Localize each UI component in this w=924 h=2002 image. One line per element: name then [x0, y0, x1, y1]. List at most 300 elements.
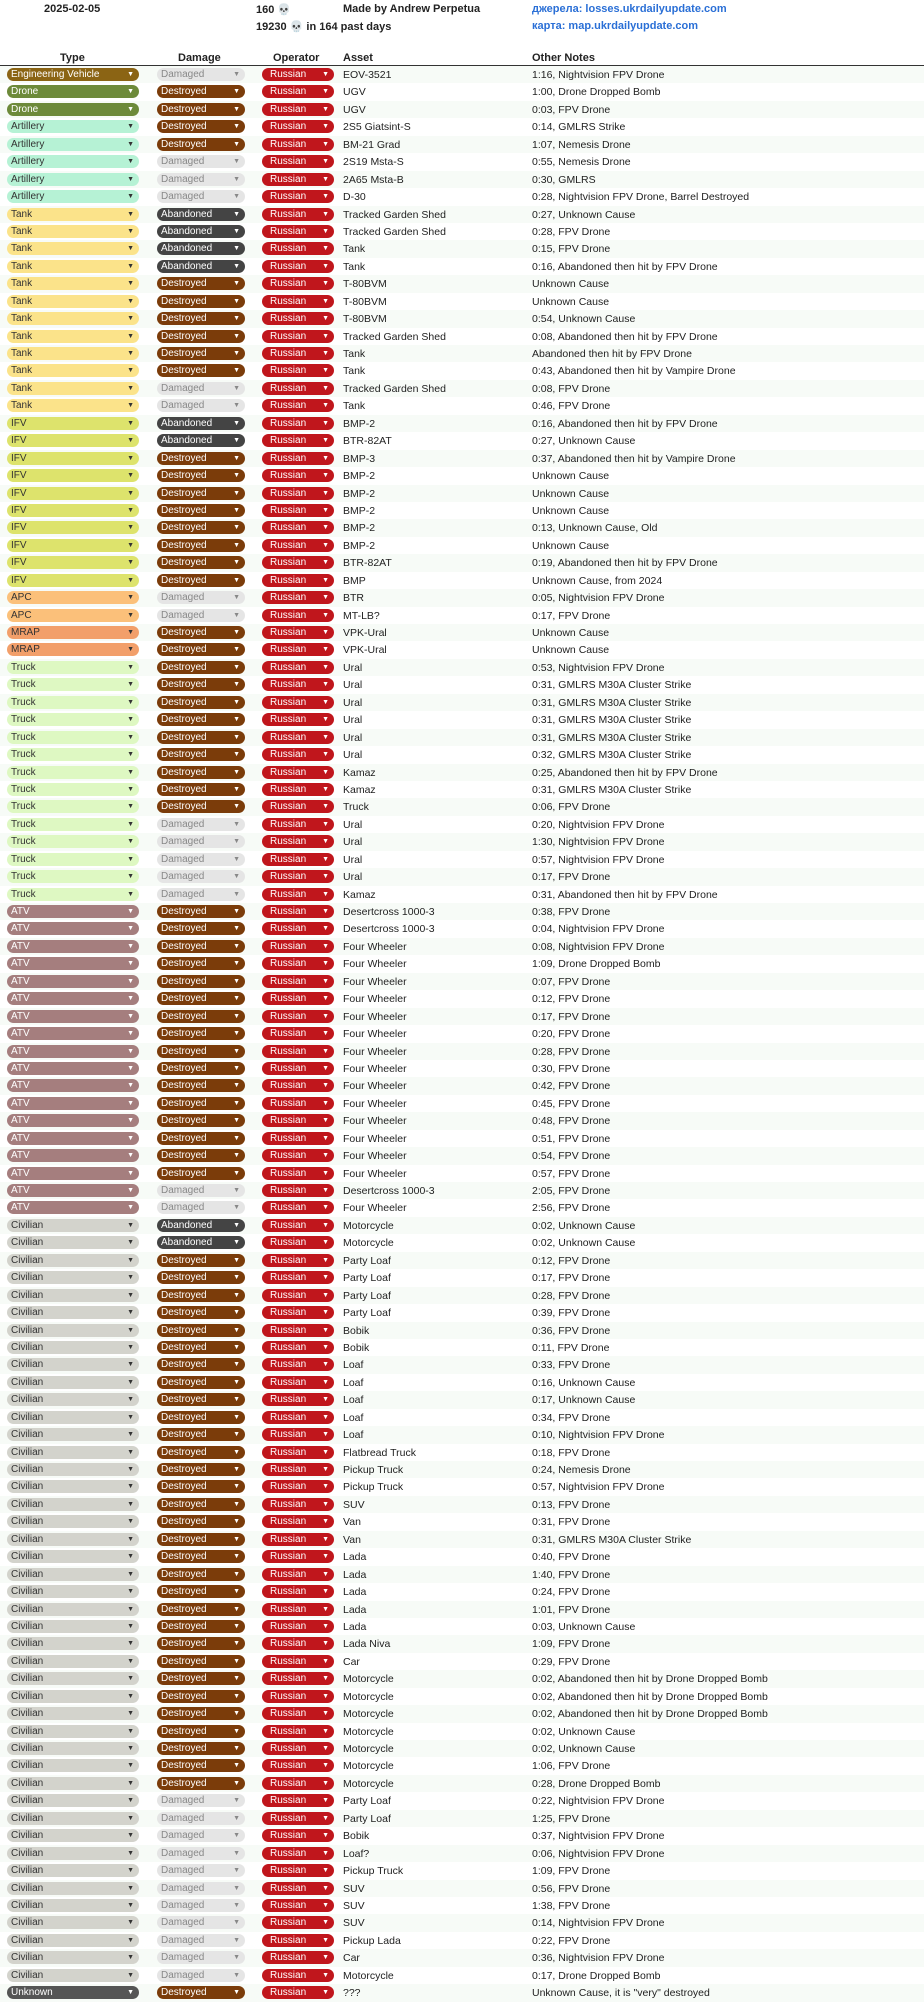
type-select[interactable]	[7, 1637, 139, 1650]
operator-select[interactable]	[262, 1271, 334, 1284]
damage-select[interactable]	[157, 1829, 245, 1842]
type-select[interactable]	[7, 487, 139, 500]
operator-select[interactable]	[262, 1254, 334, 1267]
damage-select[interactable]	[157, 922, 245, 935]
type-select[interactable]	[7, 1812, 139, 1825]
type-select[interactable]	[7, 260, 139, 273]
damage-select[interactable]	[157, 173, 245, 186]
operator-select[interactable]	[262, 1132, 334, 1145]
operator-select[interactable]	[262, 120, 334, 133]
type-select[interactable]	[7, 1847, 139, 1860]
type-select[interactable]	[7, 155, 139, 168]
type-select[interactable]	[7, 957, 139, 970]
operator-select[interactable]	[262, 1742, 334, 1755]
type-select[interactable]	[7, 1428, 139, 1441]
damage-select[interactable]	[157, 1759, 245, 1772]
damage-select[interactable]	[157, 225, 245, 238]
type-select[interactable]	[7, 1097, 139, 1110]
damage-select[interactable]	[157, 835, 245, 848]
operator-select[interactable]	[262, 818, 334, 831]
type-select[interactable]	[7, 539, 139, 552]
type-select[interactable]	[7, 1672, 139, 1685]
type-select[interactable]	[7, 1515, 139, 1528]
type-select[interactable]	[7, 1951, 139, 1964]
type-select[interactable]	[7, 1324, 139, 1337]
damage-select[interactable]	[157, 1568, 245, 1581]
type-select[interactable]	[7, 1219, 139, 1232]
damage-select[interactable]	[157, 120, 245, 133]
type-select[interactable]	[7, 643, 139, 656]
type-select[interactable]	[7, 208, 139, 221]
damage-select[interactable]	[157, 190, 245, 203]
type-select[interactable]	[7, 1882, 139, 1895]
type-select[interactable]	[7, 521, 139, 534]
type-select[interactable]	[7, 417, 139, 430]
damage-select[interactable]	[157, 399, 245, 412]
damage-select[interactable]	[157, 800, 245, 813]
damage-select[interactable]	[157, 85, 245, 98]
operator-select[interactable]	[262, 138, 334, 151]
operator-select[interactable]	[262, 1428, 334, 1441]
operator-select[interactable]	[262, 1690, 334, 1703]
operator-select[interactable]	[262, 992, 334, 1005]
type-select[interactable]	[7, 1254, 139, 1267]
damage-select[interactable]	[157, 260, 245, 273]
damage-select[interactable]	[157, 1969, 245, 1982]
damage-select[interactable]	[157, 1306, 245, 1319]
type-select[interactable]	[7, 1027, 139, 1040]
operator-select[interactable]	[262, 783, 334, 796]
damage-select[interactable]	[157, 1097, 245, 1110]
operator-select[interactable]	[262, 1725, 334, 1738]
type-select[interactable]	[7, 940, 139, 953]
damage-select[interactable]	[157, 1358, 245, 1371]
damage-select[interactable]	[157, 452, 245, 465]
operator-select[interactable]	[262, 1463, 334, 1476]
operator-select[interactable]	[262, 1934, 334, 1947]
type-select[interactable]	[7, 1969, 139, 1982]
damage-select[interactable]	[157, 1655, 245, 1668]
type-select[interactable]	[7, 818, 139, 831]
damage-select[interactable]	[157, 1916, 245, 1929]
damage-select[interactable]	[157, 1376, 245, 1389]
operator-select[interactable]	[262, 1864, 334, 1877]
damage-select[interactable]	[157, 1446, 245, 1459]
operator-select[interactable]	[262, 1550, 334, 1563]
damage-select[interactable]	[157, 1289, 245, 1302]
operator-select[interactable]	[262, 364, 334, 377]
operator-select[interactable]	[262, 1393, 334, 1406]
damage-select[interactable]	[157, 1428, 245, 1441]
damage-select[interactable]	[157, 1882, 245, 1895]
damage-select[interactable]	[157, 138, 245, 151]
operator-select[interactable]	[262, 1969, 334, 1982]
damage-select[interactable]	[157, 556, 245, 569]
damage-select[interactable]	[157, 1411, 245, 1424]
operator-select[interactable]	[262, 1585, 334, 1598]
operator-select[interactable]	[262, 800, 334, 813]
type-select[interactable]	[7, 835, 139, 848]
type-select[interactable]	[7, 469, 139, 482]
type-select[interactable]	[7, 1986, 139, 1999]
type-select[interactable]	[7, 1062, 139, 1075]
type-select[interactable]	[7, 1620, 139, 1633]
operator-select[interactable]	[262, 1201, 334, 1214]
type-select[interactable]	[7, 748, 139, 761]
operator-select[interactable]	[262, 766, 334, 779]
operator-select[interactable]	[262, 1167, 334, 1180]
operator-select[interactable]	[262, 626, 334, 639]
type-select[interactable]	[7, 1533, 139, 1546]
damage-select[interactable]	[157, 975, 245, 988]
operator-select[interactable]	[262, 1480, 334, 1493]
operator-select[interactable]	[262, 173, 334, 186]
damage-select[interactable]	[157, 1515, 245, 1528]
operator-select[interactable]	[262, 1951, 334, 1964]
type-select[interactable]	[7, 399, 139, 412]
type-select[interactable]	[7, 1411, 139, 1424]
damage-select[interactable]	[157, 1603, 245, 1616]
operator-select[interactable]	[262, 678, 334, 691]
damage-select[interactable]	[157, 1899, 245, 1912]
type-select[interactable]	[7, 1010, 139, 1023]
damage-select[interactable]	[157, 940, 245, 953]
damage-select[interactable]	[157, 1794, 245, 1807]
type-select[interactable]	[7, 1759, 139, 1772]
operator-select[interactable]	[262, 1620, 334, 1633]
operator-select[interactable]	[262, 295, 334, 308]
damage-select[interactable]	[157, 1393, 245, 1406]
damage-select[interactable]	[157, 1533, 245, 1546]
type-select[interactable]	[7, 1446, 139, 1459]
type-select[interactable]	[7, 1725, 139, 1738]
damage-select[interactable]	[157, 1690, 245, 1703]
type-select[interactable]	[7, 888, 139, 901]
type-select[interactable]	[7, 975, 139, 988]
operator-select[interactable]	[262, 748, 334, 761]
type-select[interactable]	[7, 138, 139, 151]
damage-select[interactable]	[157, 1637, 245, 1650]
damage-select[interactable]	[157, 783, 245, 796]
damage-select[interactable]	[157, 1114, 245, 1127]
type-select[interactable]	[7, 242, 139, 255]
damage-select[interactable]	[157, 574, 245, 587]
damage-select[interactable]	[157, 643, 245, 656]
operator-select[interactable]	[262, 1794, 334, 1807]
type-select[interactable]	[7, 504, 139, 517]
type-select[interactable]	[7, 1934, 139, 1947]
operator-select[interactable]	[262, 1341, 334, 1354]
operator-select[interactable]	[262, 330, 334, 343]
type-select[interactable]	[7, 85, 139, 98]
operator-select[interactable]	[262, 504, 334, 517]
operator-select[interactable]	[262, 1062, 334, 1075]
type-select[interactable]	[7, 1271, 139, 1284]
type-select[interactable]	[7, 574, 139, 587]
type-select[interactable]	[7, 556, 139, 569]
damage-select[interactable]	[157, 1585, 245, 1598]
damage-select[interactable]	[157, 1341, 245, 1354]
operator-select[interactable]	[262, 521, 334, 534]
operator-select[interactable]	[262, 1986, 334, 1999]
damage-select[interactable]	[157, 469, 245, 482]
damage-select[interactable]	[157, 626, 245, 639]
damage-select[interactable]	[157, 1847, 245, 1860]
operator-select[interactable]	[262, 242, 334, 255]
operator-select[interactable]	[262, 1045, 334, 1058]
operator-select[interactable]	[262, 1882, 334, 1895]
damage-select[interactable]	[157, 1463, 245, 1476]
damage-select[interactable]	[157, 1219, 245, 1232]
damage-select[interactable]	[157, 870, 245, 883]
operator-select[interactable]	[262, 155, 334, 168]
operator-select[interactable]	[262, 853, 334, 866]
type-select[interactable]	[7, 120, 139, 133]
damage-select[interactable]	[157, 1934, 245, 1947]
operator-select[interactable]	[262, 1411, 334, 1424]
damage-select[interactable]	[157, 888, 245, 901]
damage-select[interactable]	[157, 1149, 245, 1162]
operator-select[interactable]	[262, 1707, 334, 1720]
type-select[interactable]	[7, 870, 139, 883]
type-select[interactable]	[7, 347, 139, 360]
operator-select[interactable]	[262, 208, 334, 221]
operator-select[interactable]	[262, 190, 334, 203]
damage-select[interactable]	[157, 766, 245, 779]
operator-select[interactable]	[262, 469, 334, 482]
operator-select[interactable]	[262, 1672, 334, 1685]
damage-select[interactable]	[157, 1777, 245, 1790]
type-select[interactable]	[7, 1045, 139, 1058]
operator-select[interactable]	[262, 609, 334, 622]
type-select[interactable]	[7, 1114, 139, 1127]
type-select[interactable]	[7, 1550, 139, 1563]
operator-select[interactable]	[262, 1079, 334, 1092]
operator-select[interactable]	[262, 731, 334, 744]
operator-select[interactable]	[262, 1603, 334, 1616]
type-select[interactable]	[7, 364, 139, 377]
type-select[interactable]	[7, 922, 139, 935]
damage-select[interactable]	[157, 103, 245, 116]
damage-select[interactable]	[157, 521, 245, 534]
type-select[interactable]	[7, 1289, 139, 1302]
damage-select[interactable]	[157, 382, 245, 395]
operator-select[interactable]	[262, 643, 334, 656]
damage-select[interactable]	[157, 295, 245, 308]
type-select[interactable]	[7, 1463, 139, 1476]
operator-select[interactable]	[262, 417, 334, 430]
damage-select[interactable]	[157, 1620, 245, 1633]
operator-select[interactable]	[262, 975, 334, 988]
damage-select[interactable]	[157, 330, 245, 343]
damage-select[interactable]	[157, 853, 245, 866]
type-select[interactable]	[7, 783, 139, 796]
type-select[interactable]	[7, 609, 139, 622]
type-select[interactable]	[7, 1480, 139, 1493]
type-select[interactable]	[7, 696, 139, 709]
operator-select[interactable]	[262, 1759, 334, 1772]
operator-select[interactable]	[262, 1777, 334, 1790]
operator-select[interactable]	[262, 574, 334, 587]
operator-select[interactable]	[262, 1306, 334, 1319]
damage-select[interactable]	[157, 1498, 245, 1511]
damage-select[interactable]	[157, 68, 245, 81]
type-select[interactable]	[7, 1149, 139, 1162]
losses-link[interactable]: джерела: losses.ukrdailyupdate.com	[532, 3, 727, 15]
damage-select[interactable]	[157, 1480, 245, 1493]
operator-select[interactable]	[262, 347, 334, 360]
operator-select[interactable]	[262, 1219, 334, 1232]
type-select[interactable]	[7, 1376, 139, 1389]
type-select[interactable]	[7, 1236, 139, 1249]
operator-select[interactable]	[262, 835, 334, 848]
damage-select[interactable]	[157, 1132, 245, 1145]
operator-select[interactable]	[262, 452, 334, 465]
operator-select[interactable]	[262, 382, 334, 395]
type-select[interactable]	[7, 626, 139, 639]
operator-select[interactable]	[262, 487, 334, 500]
type-select[interactable]	[7, 452, 139, 465]
operator-select[interactable]	[262, 1376, 334, 1389]
operator-select[interactable]	[262, 1446, 334, 1459]
type-select[interactable]	[7, 1777, 139, 1790]
operator-select[interactable]	[262, 434, 334, 447]
damage-select[interactable]	[157, 1672, 245, 1685]
operator-select[interactable]	[262, 103, 334, 116]
operator-select[interactable]	[262, 1358, 334, 1371]
operator-select[interactable]	[262, 1027, 334, 1040]
operator-select[interactable]	[262, 1010, 334, 1023]
type-select[interactable]	[7, 1306, 139, 1319]
damage-select[interactable]	[157, 347, 245, 360]
operator-select[interactable]	[262, 1184, 334, 1197]
type-select[interactable]	[7, 731, 139, 744]
damage-select[interactable]	[157, 713, 245, 726]
damage-select[interactable]	[157, 1986, 245, 1999]
map-link[interactable]: карта: map.ukrdailyupdate.com	[532, 20, 699, 32]
damage-select[interactable]	[157, 1271, 245, 1284]
operator-select[interactable]	[262, 940, 334, 953]
type-select[interactable]	[7, 225, 139, 238]
type-select[interactable]	[7, 992, 139, 1005]
operator-select[interactable]	[262, 1812, 334, 1825]
operator-select[interactable]	[262, 225, 334, 238]
damage-select[interactable]	[157, 905, 245, 918]
type-select[interactable]	[7, 1498, 139, 1511]
damage-select[interactable]	[157, 731, 245, 744]
operator-select[interactable]	[262, 661, 334, 674]
type-select[interactable]	[7, 1184, 139, 1197]
damage-select[interactable]	[157, 1951, 245, 1964]
type-select[interactable]	[7, 1393, 139, 1406]
type-select[interactable]	[7, 1585, 139, 1598]
damage-select[interactable]	[157, 364, 245, 377]
type-select[interactable]	[7, 330, 139, 343]
operator-select[interactable]	[262, 713, 334, 726]
type-select[interactable]	[7, 766, 139, 779]
operator-select[interactable]	[262, 1515, 334, 1528]
operator-select[interactable]	[262, 312, 334, 325]
damage-select[interactable]	[157, 678, 245, 691]
damage-select[interactable]	[157, 434, 245, 447]
type-select[interactable]	[7, 1603, 139, 1616]
type-select[interactable]	[7, 190, 139, 203]
damage-select[interactable]	[157, 1864, 245, 1877]
type-select[interactable]	[7, 1132, 139, 1145]
operator-select[interactable]	[262, 1533, 334, 1546]
type-select[interactable]	[7, 853, 139, 866]
type-select[interactable]	[7, 1201, 139, 1214]
operator-select[interactable]	[262, 957, 334, 970]
damage-select[interactable]	[157, 1725, 245, 1738]
type-select[interactable]	[7, 800, 139, 813]
damage-select[interactable]	[157, 661, 245, 674]
operator-select[interactable]	[262, 1149, 334, 1162]
type-select[interactable]	[7, 591, 139, 604]
operator-select[interactable]	[262, 1829, 334, 1842]
type-select[interactable]	[7, 1707, 139, 1720]
operator-select[interactable]	[262, 696, 334, 709]
damage-select[interactable]	[157, 609, 245, 622]
operator-select[interactable]	[262, 1324, 334, 1337]
type-select[interactable]	[7, 661, 139, 674]
operator-select[interactable]	[262, 1236, 334, 1249]
type-select[interactable]	[7, 68, 139, 81]
operator-select[interactable]	[262, 1899, 334, 1912]
type-select[interactable]	[7, 713, 139, 726]
damage-select[interactable]	[157, 1742, 245, 1755]
type-select[interactable]	[7, 1864, 139, 1877]
type-select[interactable]	[7, 295, 139, 308]
operator-select[interactable]	[262, 1655, 334, 1668]
damage-select[interactable]	[157, 696, 245, 709]
damage-select[interactable]	[157, 591, 245, 604]
damage-select[interactable]	[157, 1062, 245, 1075]
damage-select[interactable]	[157, 504, 245, 517]
type-select[interactable]	[7, 382, 139, 395]
operator-select[interactable]	[262, 556, 334, 569]
damage-select[interactable]	[157, 1324, 245, 1337]
damage-select[interactable]	[157, 155, 245, 168]
type-select[interactable]	[7, 1690, 139, 1703]
type-select[interactable]	[7, 678, 139, 691]
damage-select[interactable]	[157, 1201, 245, 1214]
type-select[interactable]	[7, 1079, 139, 1092]
type-select[interactable]	[7, 173, 139, 186]
operator-select[interactable]	[262, 260, 334, 273]
damage-select[interactable]	[157, 1812, 245, 1825]
operator-select[interactable]	[262, 68, 334, 81]
damage-select[interactable]	[157, 1045, 245, 1058]
operator-select[interactable]	[262, 1097, 334, 1110]
type-select[interactable]	[7, 1568, 139, 1581]
damage-select[interactable]	[157, 277, 245, 290]
operator-select[interactable]	[262, 1847, 334, 1860]
operator-select[interactable]	[262, 905, 334, 918]
type-select[interactable]	[7, 1358, 139, 1371]
operator-select[interactable]	[262, 539, 334, 552]
damage-select[interactable]	[157, 1010, 245, 1023]
damage-select[interactable]	[157, 1184, 245, 1197]
type-select[interactable]	[7, 1655, 139, 1668]
type-select[interactable]	[7, 905, 139, 918]
type-select[interactable]	[7, 277, 139, 290]
damage-select[interactable]	[157, 1707, 245, 1720]
type-select[interactable]	[7, 1916, 139, 1929]
operator-select[interactable]	[262, 1114, 334, 1127]
damage-select[interactable]	[157, 417, 245, 430]
operator-select[interactable]	[262, 85, 334, 98]
